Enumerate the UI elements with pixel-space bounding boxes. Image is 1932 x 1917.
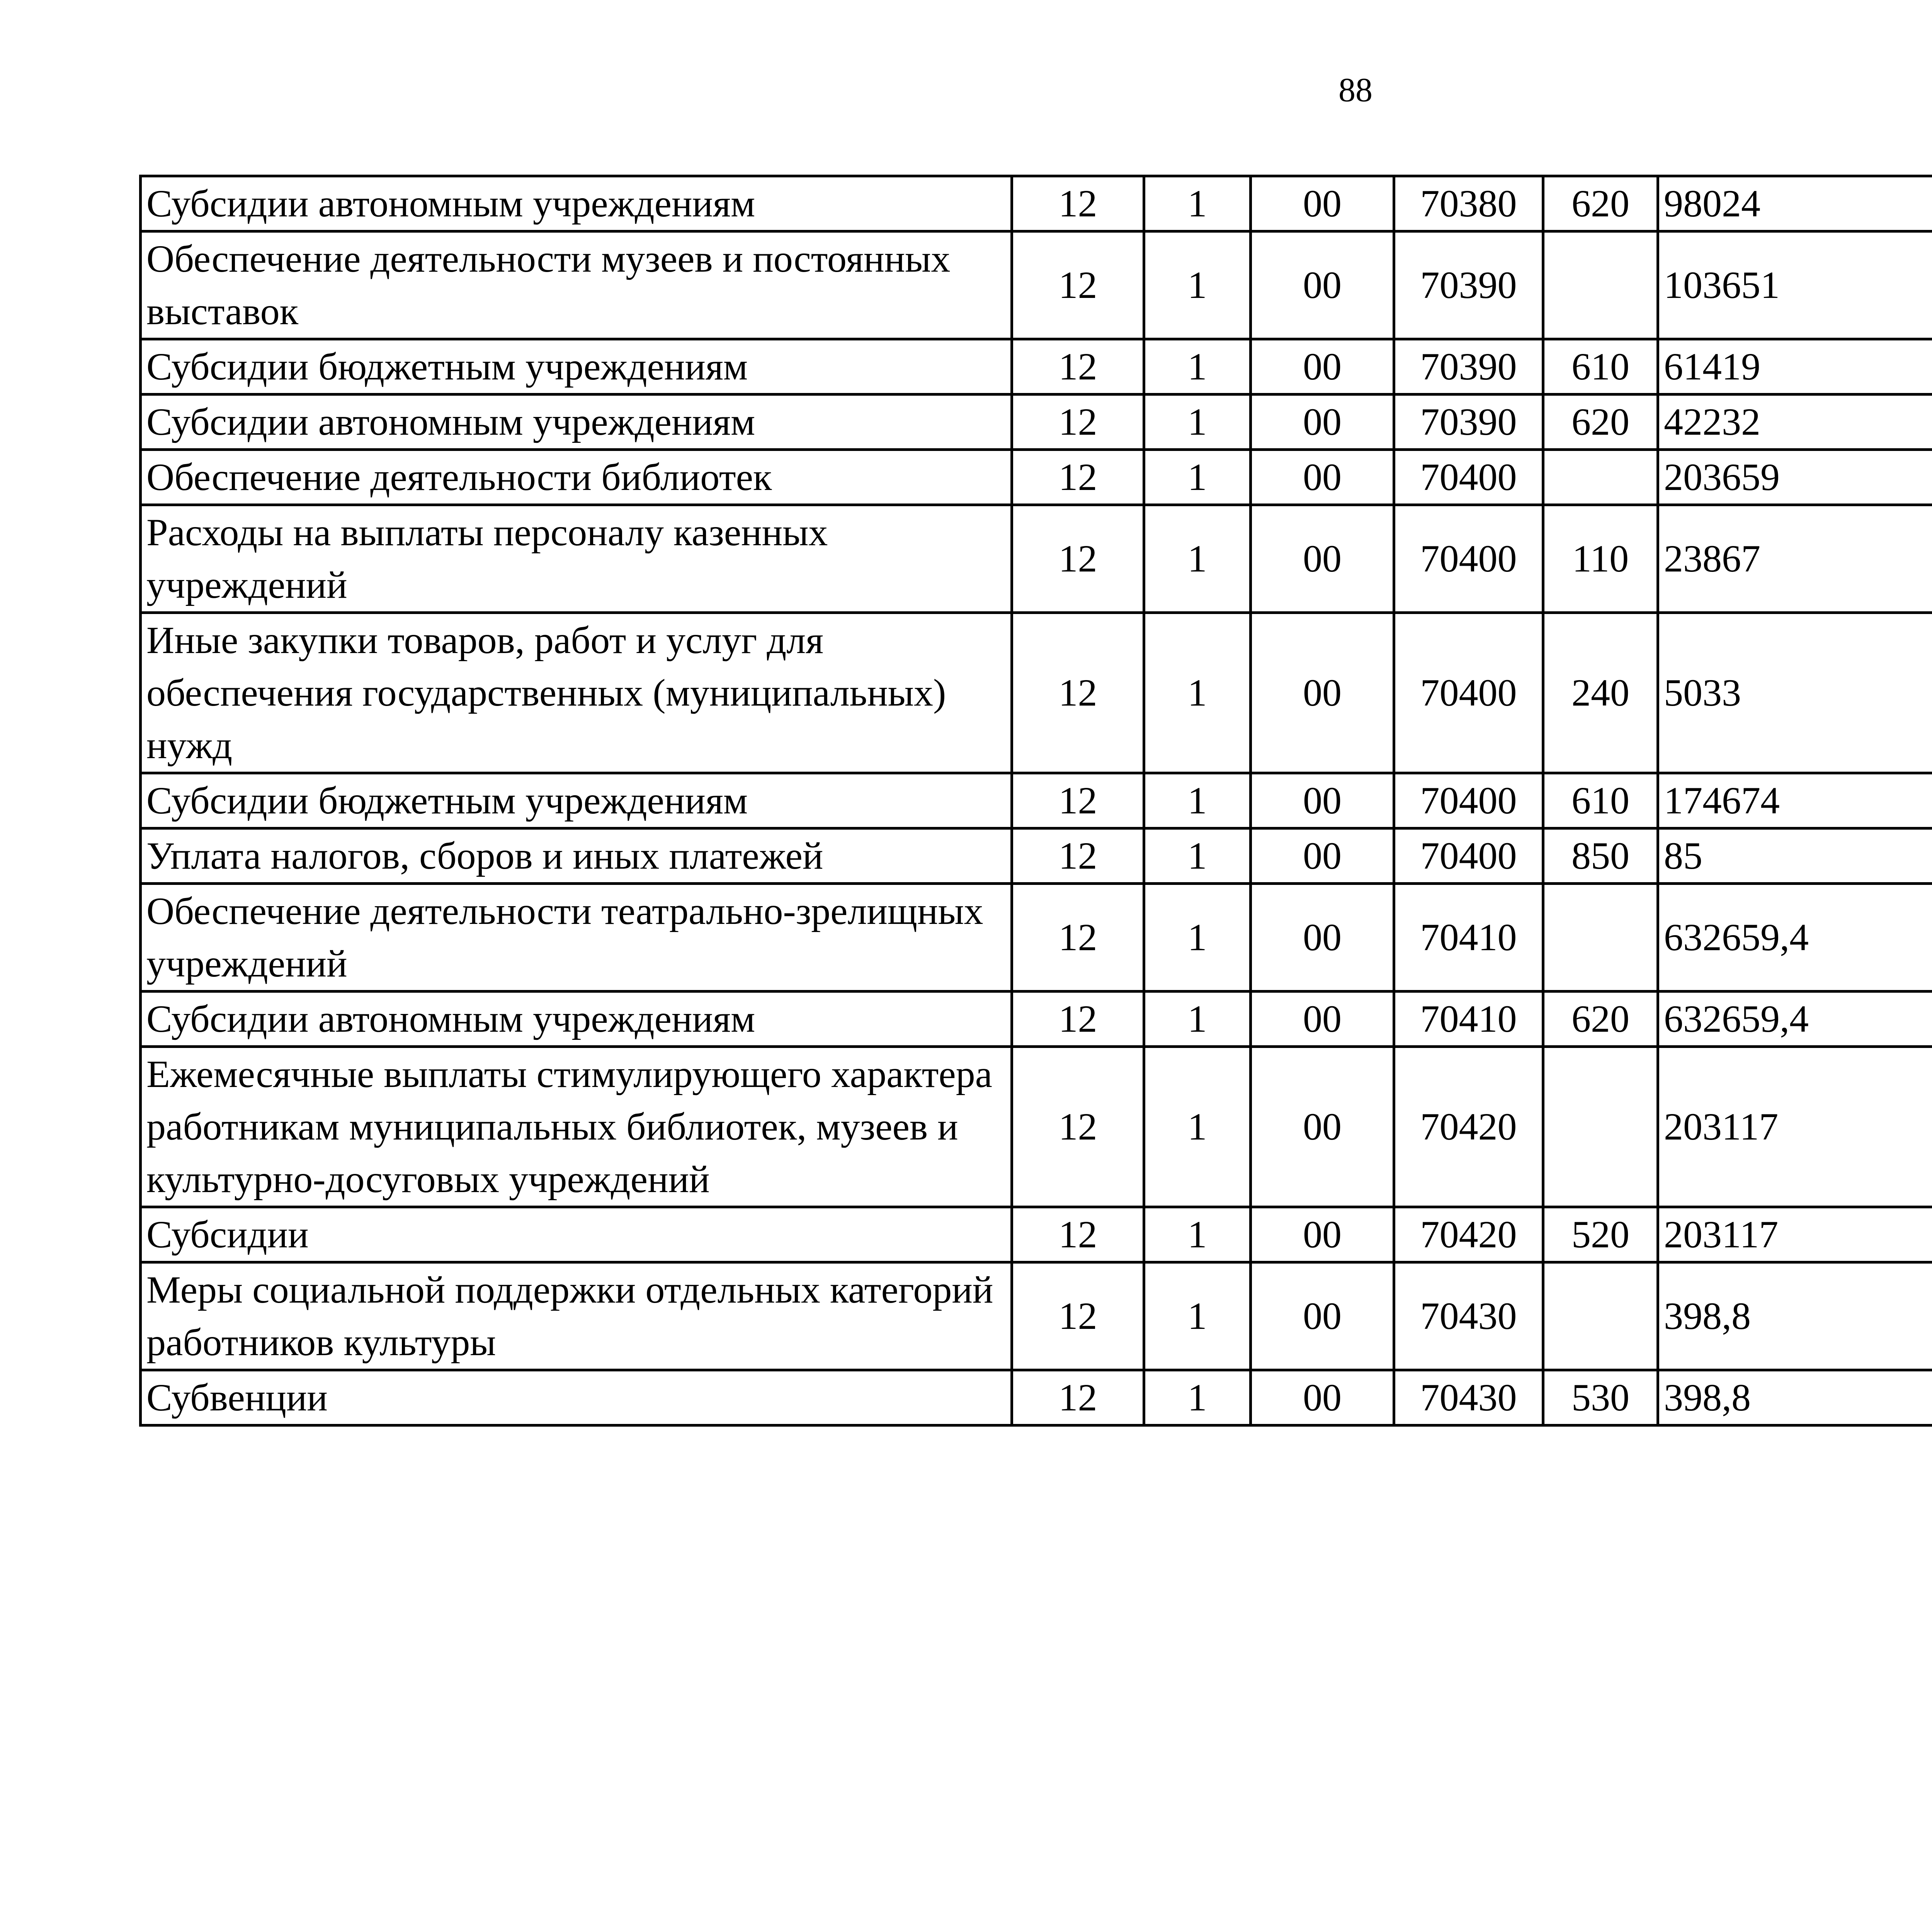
cell-expense-type: 240	[1543, 613, 1658, 773]
row-name: Уплата налогов, сборов и иных платежей	[141, 828, 1012, 884]
cell-subsection: 1	[1144, 828, 1251, 884]
table-row	[141, 1207, 1932, 1262]
cell-code: 00	[1251, 992, 1394, 1047]
cell-section: 12	[1012, 450, 1144, 505]
cell-section: 12	[1012, 1262, 1144, 1370]
cell-target-article: 70390	[1394, 395, 1543, 450]
table-row	[141, 231, 1932, 339]
cell-amount-1: 632659,4	[1658, 992, 1932, 1047]
table-row	[141, 450, 1932, 505]
cell-section: 12	[1012, 1370, 1144, 1425]
cell-amount-1: 98024	[1658, 176, 1932, 231]
cell-subsection: 1	[1144, 1262, 1251, 1370]
cell-section: 12	[1012, 395, 1144, 450]
table-row	[141, 505, 1932, 613]
cell-expense-type	[1543, 1262, 1658, 1370]
cell-section: 12	[1012, 1207, 1144, 1262]
cell-target-article: 70410	[1394, 992, 1543, 1047]
table-row	[141, 828, 1932, 884]
cell-subsection: 1	[1144, 992, 1251, 1047]
row-name: Ежемесячные выплаты стимулирующего характера работникам муниципальных библиотек, музеев и культурно-досуговых учреждений	[141, 1047, 1012, 1207]
cell-target-article: 70430	[1394, 1370, 1543, 1425]
cell-subsection: 1	[1144, 773, 1251, 828]
row-name: Субсидии бюджетным учреждениям	[141, 773, 1012, 828]
cell-section: 12	[1012, 773, 1144, 828]
cell-subsection: 1	[1144, 1047, 1251, 1207]
cell-target-article: 70420	[1394, 1047, 1543, 1207]
row-name: Расходы на выплаты персоналу казенных учреждений	[141, 505, 1012, 613]
table-row	[141, 339, 1932, 395]
cell-expense-type	[1543, 1047, 1658, 1207]
cell-amount-1: 398,8	[1658, 1370, 1932, 1425]
cell-subsection: 1	[1144, 884, 1251, 992]
row-name: Субсидии бюджетным учреждениям	[141, 339, 1012, 395]
table-row	[141, 773, 1932, 828]
cell-expense-type: 620	[1543, 992, 1658, 1047]
cell-amount-1: 42232	[1658, 395, 1932, 450]
cell-target-article: 70420	[1394, 1207, 1543, 1262]
row-name: Обеспечение деятельности музеев и постоянных выставок	[141, 231, 1012, 339]
cell-amount-1: 632659,4	[1658, 884, 1932, 992]
row-name: Субсидии автономным учреждениям	[141, 395, 1012, 450]
cell-section: 12	[1012, 176, 1144, 231]
cell-expense-type: 610	[1543, 339, 1658, 395]
cell-subsection: 1	[1144, 1370, 1251, 1425]
cell-code: 00	[1251, 505, 1394, 613]
cell-expense-type: 530	[1543, 1370, 1658, 1425]
row-name: Субсидии автономным учреждениям	[141, 176, 1012, 231]
cell-section: 12	[1012, 992, 1144, 1047]
cell-amount-1: 23867	[1658, 505, 1932, 613]
cell-subsection: 1	[1144, 613, 1251, 773]
cell-section: 12	[1012, 505, 1144, 613]
cell-expense-type	[1543, 884, 1658, 992]
cell-expense-type: 610	[1543, 773, 1658, 828]
cell-code: 00	[1251, 613, 1394, 773]
cell-section: 12	[1012, 339, 1144, 395]
row-name: Обеспечение деятельности библиотек	[141, 450, 1012, 505]
table-row	[141, 992, 1932, 1047]
cell-subsection: 1	[1144, 339, 1251, 395]
table-row	[141, 1047, 1932, 1207]
table-row	[141, 613, 1932, 773]
cell-amount-1: 174674	[1658, 773, 1932, 828]
table-row	[141, 395, 1932, 450]
cell-section: 12	[1012, 613, 1144, 773]
cell-expense-type: 850	[1543, 828, 1658, 884]
cell-target-article: 70400	[1394, 828, 1543, 884]
cell-amount-1: 203117	[1658, 1047, 1932, 1207]
row-name: Субсидии	[141, 1207, 1012, 1262]
cell-code: 00	[1251, 1047, 1394, 1207]
cell-code: 00	[1251, 231, 1394, 339]
cell-target-article: 70400	[1394, 450, 1543, 505]
cell-expense-type: 620	[1543, 176, 1658, 231]
cell-target-article: 70430	[1394, 1262, 1543, 1370]
table-body	[141, 176, 1932, 1425]
cell-expense-type: 520	[1543, 1207, 1658, 1262]
cell-target-article: 70380	[1394, 176, 1543, 231]
cell-subsection: 1	[1144, 450, 1251, 505]
row-name: Обеспечение деятельности театрально-зрелищных учреждений	[141, 884, 1012, 992]
cell-expense-type	[1543, 450, 1658, 505]
cell-section: 12	[1012, 884, 1144, 992]
cell-code: 00	[1251, 1262, 1394, 1370]
cell-code: 00	[1251, 1370, 1394, 1425]
cell-code: 00	[1251, 176, 1394, 231]
cell-target-article: 70390	[1394, 231, 1543, 339]
cell-amount-1: 103651	[1658, 231, 1932, 339]
cell-expense-type	[1543, 231, 1658, 339]
row-name: Субвенции	[141, 1370, 1012, 1425]
cell-code: 00	[1251, 828, 1394, 884]
cell-target-article: 70400	[1394, 773, 1543, 828]
row-name: Меры социальной поддержки отдельных категорий работников культуры	[141, 1262, 1012, 1370]
cell-target-article: 70400	[1394, 505, 1543, 613]
table-row	[141, 176, 1932, 231]
cell-code: 00	[1251, 884, 1394, 992]
cell-target-article: 70410	[1394, 884, 1543, 992]
cell-subsection: 1	[1144, 231, 1251, 339]
cell-amount-1: 203659	[1658, 450, 1932, 505]
table-row	[141, 884, 1932, 992]
cell-subsection: 1	[1144, 1207, 1251, 1262]
cell-amount-1: 61419	[1658, 339, 1932, 395]
cell-expense-type: 110	[1543, 505, 1658, 613]
row-name: Субсидии автономным учреждениям	[141, 992, 1012, 1047]
cell-code: 00	[1251, 450, 1394, 505]
cell-amount-1: 398,8	[1658, 1262, 1932, 1370]
cell-amount-1: 203117	[1658, 1207, 1932, 1262]
budget-table	[139, 175, 1932, 1427]
cell-code: 00	[1251, 395, 1394, 450]
cell-code: 00	[1251, 773, 1394, 828]
cell-section: 12	[1012, 231, 1144, 339]
cell-section: 12	[1012, 828, 1144, 884]
cell-subsection: 1	[1144, 176, 1251, 231]
cell-amount-1: 85	[1658, 828, 1932, 884]
cell-subsection: 1	[1144, 505, 1251, 613]
row-name: Иные закупки товаров, работ и услуг для обеспечения государственных (муниципальных) нужд	[141, 613, 1012, 773]
cell-code: 00	[1251, 1207, 1394, 1262]
table-row	[141, 1262, 1932, 1370]
table-row	[141, 1370, 1932, 1425]
cell-section: 12	[1012, 1047, 1144, 1207]
cell-subsection: 1	[1144, 395, 1251, 450]
cell-amount-1: 5033	[1658, 613, 1932, 773]
page-number: 88	[1338, 71, 1372, 109]
cell-target-article: 70400	[1394, 613, 1543, 773]
cell-code: 00	[1251, 339, 1394, 395]
cell-expense-type: 620	[1543, 395, 1658, 450]
cell-target-article: 70390	[1394, 339, 1543, 395]
